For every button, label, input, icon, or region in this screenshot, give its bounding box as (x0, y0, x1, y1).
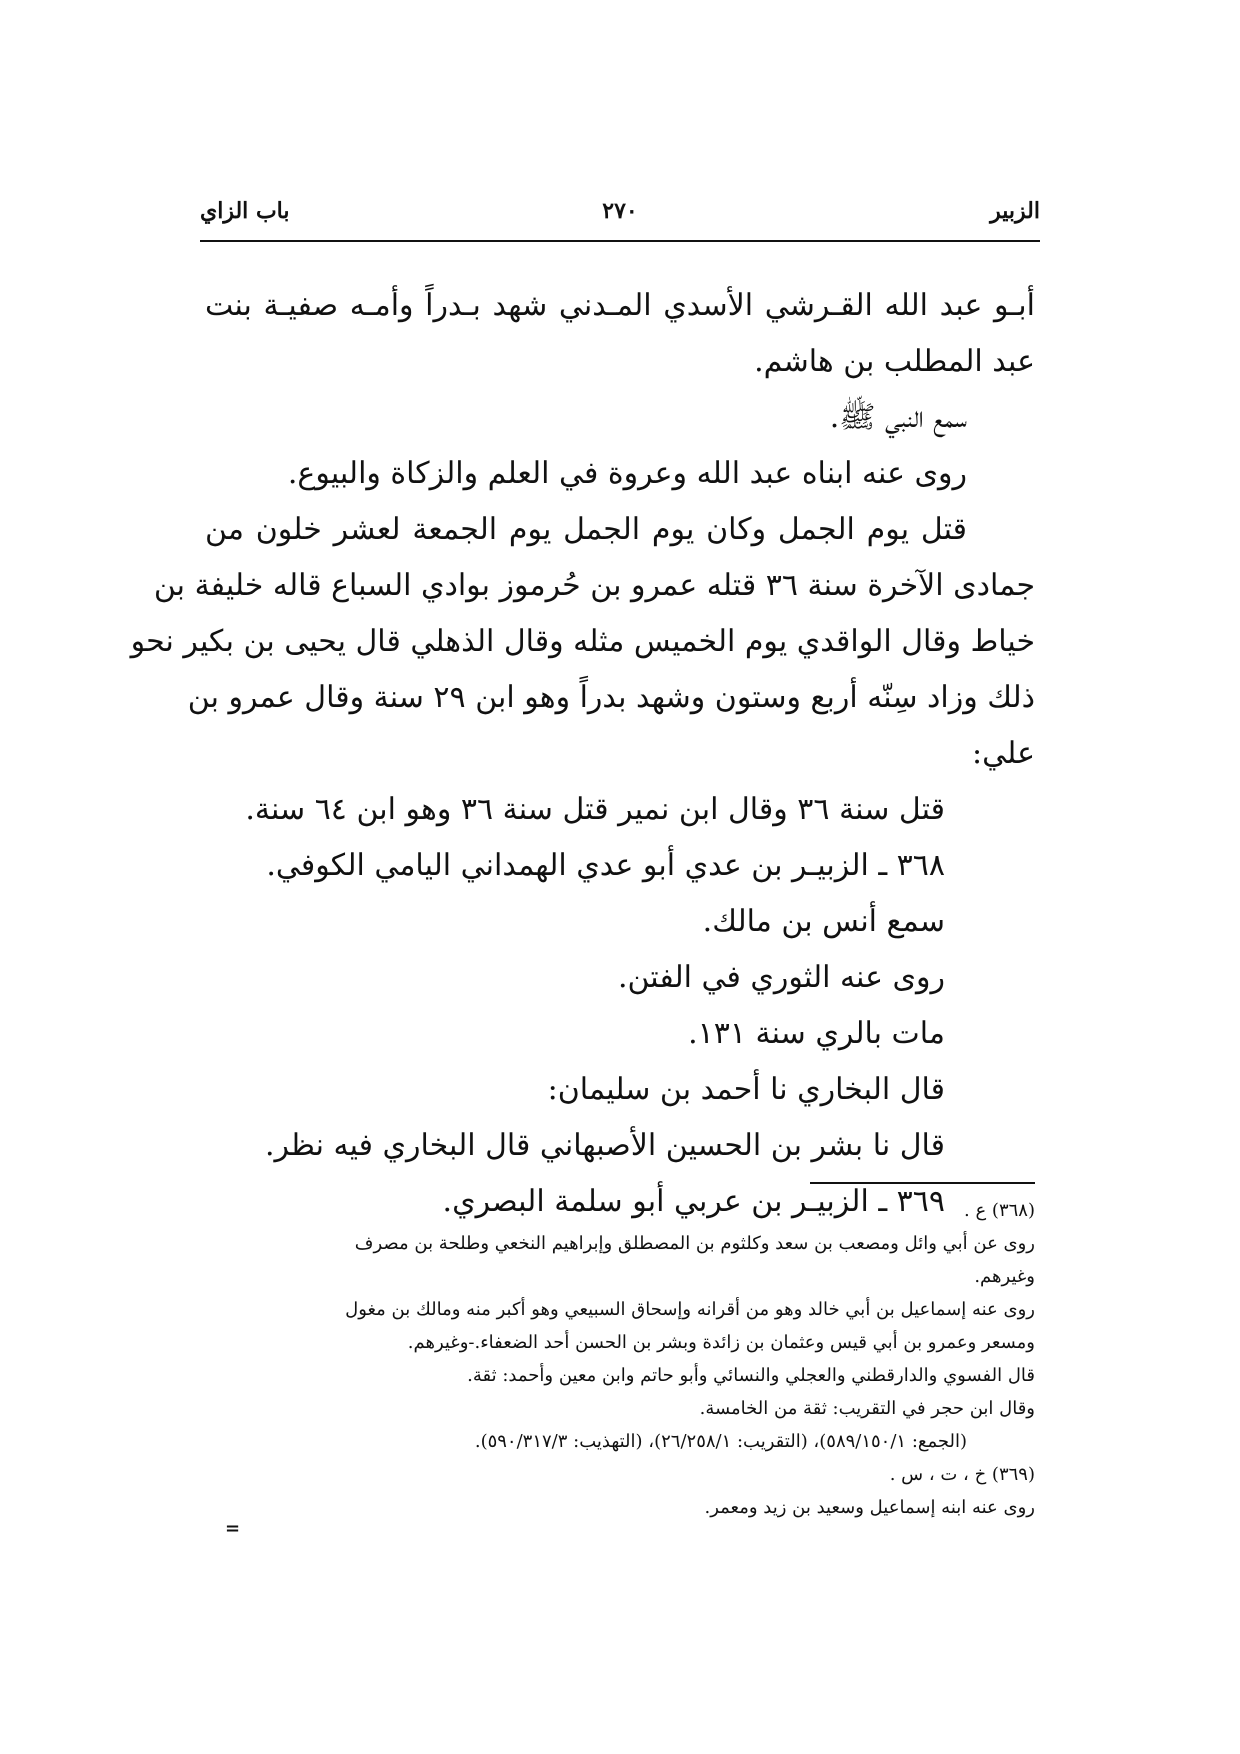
main-text (130, 278, 1035, 1230)
header-chapter-title: باب الزاي (200, 198, 290, 224)
entry-heading-368: ٣٦٨ ـ الزبيـر بن عدي أبو عدي الهمداني اليامي الكوفي. (266, 848, 945, 883)
text-line: روى عنه الثوري في الفتن. (617, 960, 945, 995)
footnote-line: (الجمع: ٥٨٩/١٥٠/١)، (التقريب: ٢٦/٢٥٨/١)، (التهذيب: ٥٩٠/٣١٧/٣). (474, 1431, 967, 1452)
continuation-mark: = (225, 1518, 241, 1539)
text-line: سمع النبي ﷺ. (829, 400, 967, 435)
footnote-line: روى عنه ابنه إسماعيل وسعيد بن زيد ومعمر. (704, 1497, 1035, 1518)
header-entry-name: الزبير (990, 198, 1040, 224)
text-line: عبد المطلب بن هاشم. (754, 344, 1035, 379)
text-line: خياط وقال الواقدي يوم الخميس مثله وقال الذهلي قال يحيى بن بكير نحو (130, 624, 1035, 659)
footnotes (205, 1194, 1035, 1524)
footnote-separator (810, 1182, 1035, 1184)
footnote-line: روى عنه إسماعيل بن أبي خالد وهو من أقرانه وإسحاق السبيعي وهو أكبر منه ومالك بن مغول (345, 1299, 1035, 1320)
footnote-line: وقال ابن حجر في التقريب: ثقة من الخامسة. (699, 1398, 1035, 1419)
text-line: علي: (972, 736, 1035, 771)
text-line: سمع أنس بن مالك. (702, 904, 945, 939)
text-line: مات بالري سنة ١٣١. (688, 1016, 945, 1051)
text-line: قتل سنة ٣٦ وقال ابن نمير قتل سنة ٣٦ وهو ابن ٦٤ سنة. (245, 792, 945, 827)
footnote-line: قال الفسوي والدارقطني والعجلي والنسائي وأبو حاتم وابن معين وأحمد: ثقة. (467, 1365, 1035, 1386)
running-header (200, 198, 1040, 238)
entry-heading-369: ٣٦٩ ـ الزبيـر بن عربي أبو سلمة البصري. (442, 1184, 945, 1219)
text-line: أبـو عبد الله القـرشي الأسدي المـدني شهد بـدراً وأمـه صفيـة بنت (205, 288, 1035, 323)
text-line: ذلك وزاد سِنّه أربع وستون وشهد بدراً وهو ابن ٢٩ سنة وقال عمرو بن (187, 680, 1035, 715)
text-line: قال البخاري نا أحمد بن سليمان: (547, 1072, 945, 1107)
page-number: ٢٧٠ (602, 198, 638, 224)
footnote-line: وغيرهم. (974, 1266, 1035, 1287)
text-line: روى عنه ابناه عبد الله وعروة في العلم والزكاة والبيوع. (287, 456, 967, 491)
footnote-line: (٣٦٨) ع . (964, 1200, 1035, 1221)
footnote-line: ومسعر وعمرو بن أبي قيس وعثمان بن زائدة وبشر بن الحسن أحد الضعفاء.-وغيرهم. (407, 1332, 1035, 1353)
text-line: قتل يوم الجمل وكان يوم الجمل يوم الجمعة لعشر خلون من (205, 512, 967, 547)
header-rule (200, 240, 1040, 242)
footnote-line: روى عن أبي وائل ومصعب بن سعد وكلثوم بن المصطلق وإبراهيم النخعي وطلحة بن مصرف (354, 1233, 1035, 1254)
text-line: قال نا بشر بن الحسين الأصبهاني قال البخاري فيه نظر. (264, 1128, 945, 1163)
text-line: جمادى الآخرة سنة ٣٦ قتله عمرو بن حُرموز بوادي السباع قاله خليفة بن (153, 568, 1035, 603)
footnote-line: (٣٦٩) خ ، ت ، س . (889, 1464, 1035, 1485)
